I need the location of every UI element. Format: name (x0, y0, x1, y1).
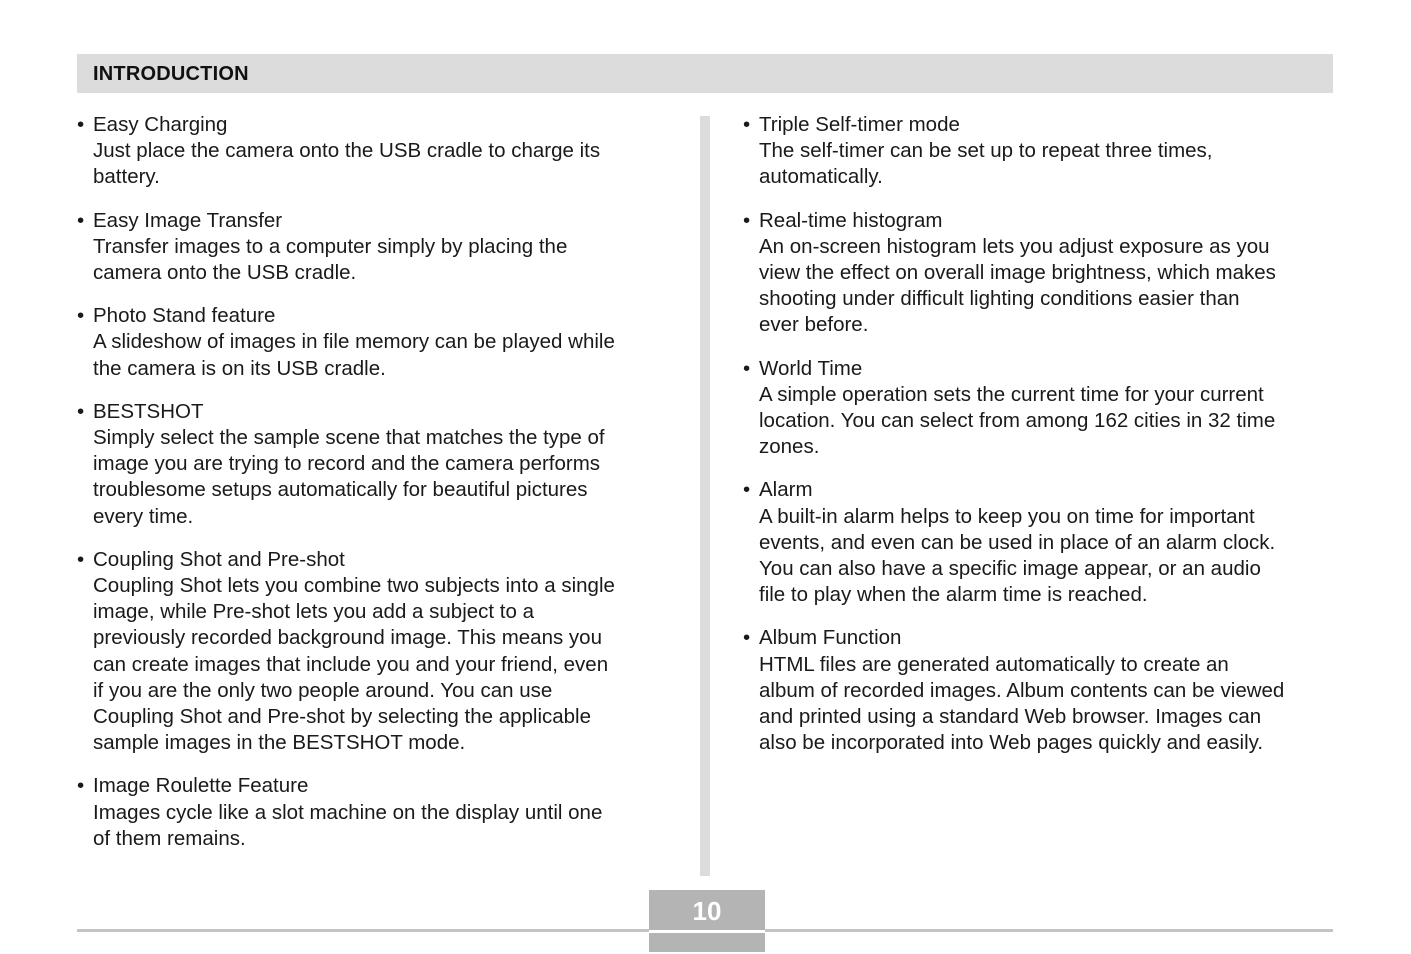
bullet-icon: • (743, 208, 751, 232)
feature-item (77, 399, 677, 530)
feature-description: A simple operation sets the current time for your current location. You can select from among 162 cities in 32 time zones. (759, 382, 1276, 459)
feature-description: HTML files are generated automatically to create an album of recorded images. Album contents can be viewed and printed using a standard Web browser. Images can also be incorporated into Web pages quickly and easily. (759, 652, 1285, 755)
feature-title: • BESTSHOT (77, 399, 677, 425)
bullet-icon: • (743, 356, 751, 380)
feature-description: Coupling Shot lets you combine two subjects into a single image, while Pre-shot lets you add a subject to a previously recorded background image. This means you can create images that include you and your friend, even if you are the only two people around. You can use Coupling Shot and Pre-shot by selecting the applicable sample images in the BESTSHOT mode. (93, 574, 615, 755)
feature-item (77, 773, 677, 852)
bullet-icon: • (743, 478, 751, 502)
feature-title: • Triple Self-timer mode (743, 112, 1343, 138)
feature-item (743, 208, 1343, 339)
feature-title: • Alarm (743, 477, 1343, 503)
bullet-icon: • (743, 626, 751, 650)
bullet-icon: • (77, 113, 85, 136)
bullet-icon: • (77, 774, 85, 798)
feature-description: Just place the camera onto the USB cradle to charge its battery. (93, 139, 601, 189)
section-header (77, 54, 1333, 93)
page-number-box (649, 890, 765, 952)
feature-description: Transfer images to a computer simply by placing the camera onto the USB cradle. (93, 234, 568, 285)
feature-description: An on-screen histogram lets you adjust exposure as you view the effect on overall image brightness, which makes shooting under difficult lighting conditions easier than ever before. (759, 234, 1276, 337)
feature-item (743, 625, 1343, 756)
feature-item (743, 112, 1343, 191)
bullet-icon: • (743, 113, 751, 136)
feature-title: • Photo Stand feature (77, 303, 677, 329)
feature-title: • Album Function (743, 625, 1343, 651)
page-number: 10 (692, 896, 722, 926)
bullet-icon: • (77, 547, 85, 571)
feature-title: • Easy Charging (77, 112, 677, 138)
column-divider (700, 116, 710, 876)
page-box-gap (649, 930, 765, 933)
left-feature-list (77, 112, 677, 869)
feature-item (77, 303, 677, 382)
feature-item (743, 356, 1343, 461)
feature-description: The self-timer can be set up to repeat three times, automatically. (759, 139, 1213, 189)
feature-title: • World Time (743, 356, 1343, 382)
feature-description: Simply select the sample scene that matches the type of image you are trying to record and the camera performs troublesome setups automatically for beautiful pictures every time. (93, 426, 605, 528)
feature-item (77, 112, 677, 191)
bullet-icon: • (77, 399, 85, 423)
bullet-icon: • (77, 208, 85, 232)
feature-title: • Easy Image Transfer (77, 208, 677, 234)
feature-description: A slideshow of images in file memory can be played while the camera is on its USB cradle. (93, 330, 615, 380)
feature-description: A built-in alarm helps to keep you on time for important events, and even can be used in place of an alarm clock. You can also have a specific image appear, or an audio file to play when the alarm time is reached. (759, 504, 1276, 607)
feature-description: Images cycle like a slot machine on the display until one of them remains. (93, 800, 603, 850)
feature-item (77, 208, 677, 287)
feature-title: • Coupling Shot and Pre-shot (77, 547, 677, 573)
feature-title: • Real-time histogram (743, 208, 1343, 234)
section-title: INTRODUCTION (93, 63, 249, 85)
feature-item (77, 547, 677, 757)
bullet-icon: • (77, 304, 85, 328)
feature-item (743, 477, 1343, 608)
feature-title: • Image Roulette Feature (77, 773, 677, 799)
right-feature-list (743, 112, 1343, 773)
